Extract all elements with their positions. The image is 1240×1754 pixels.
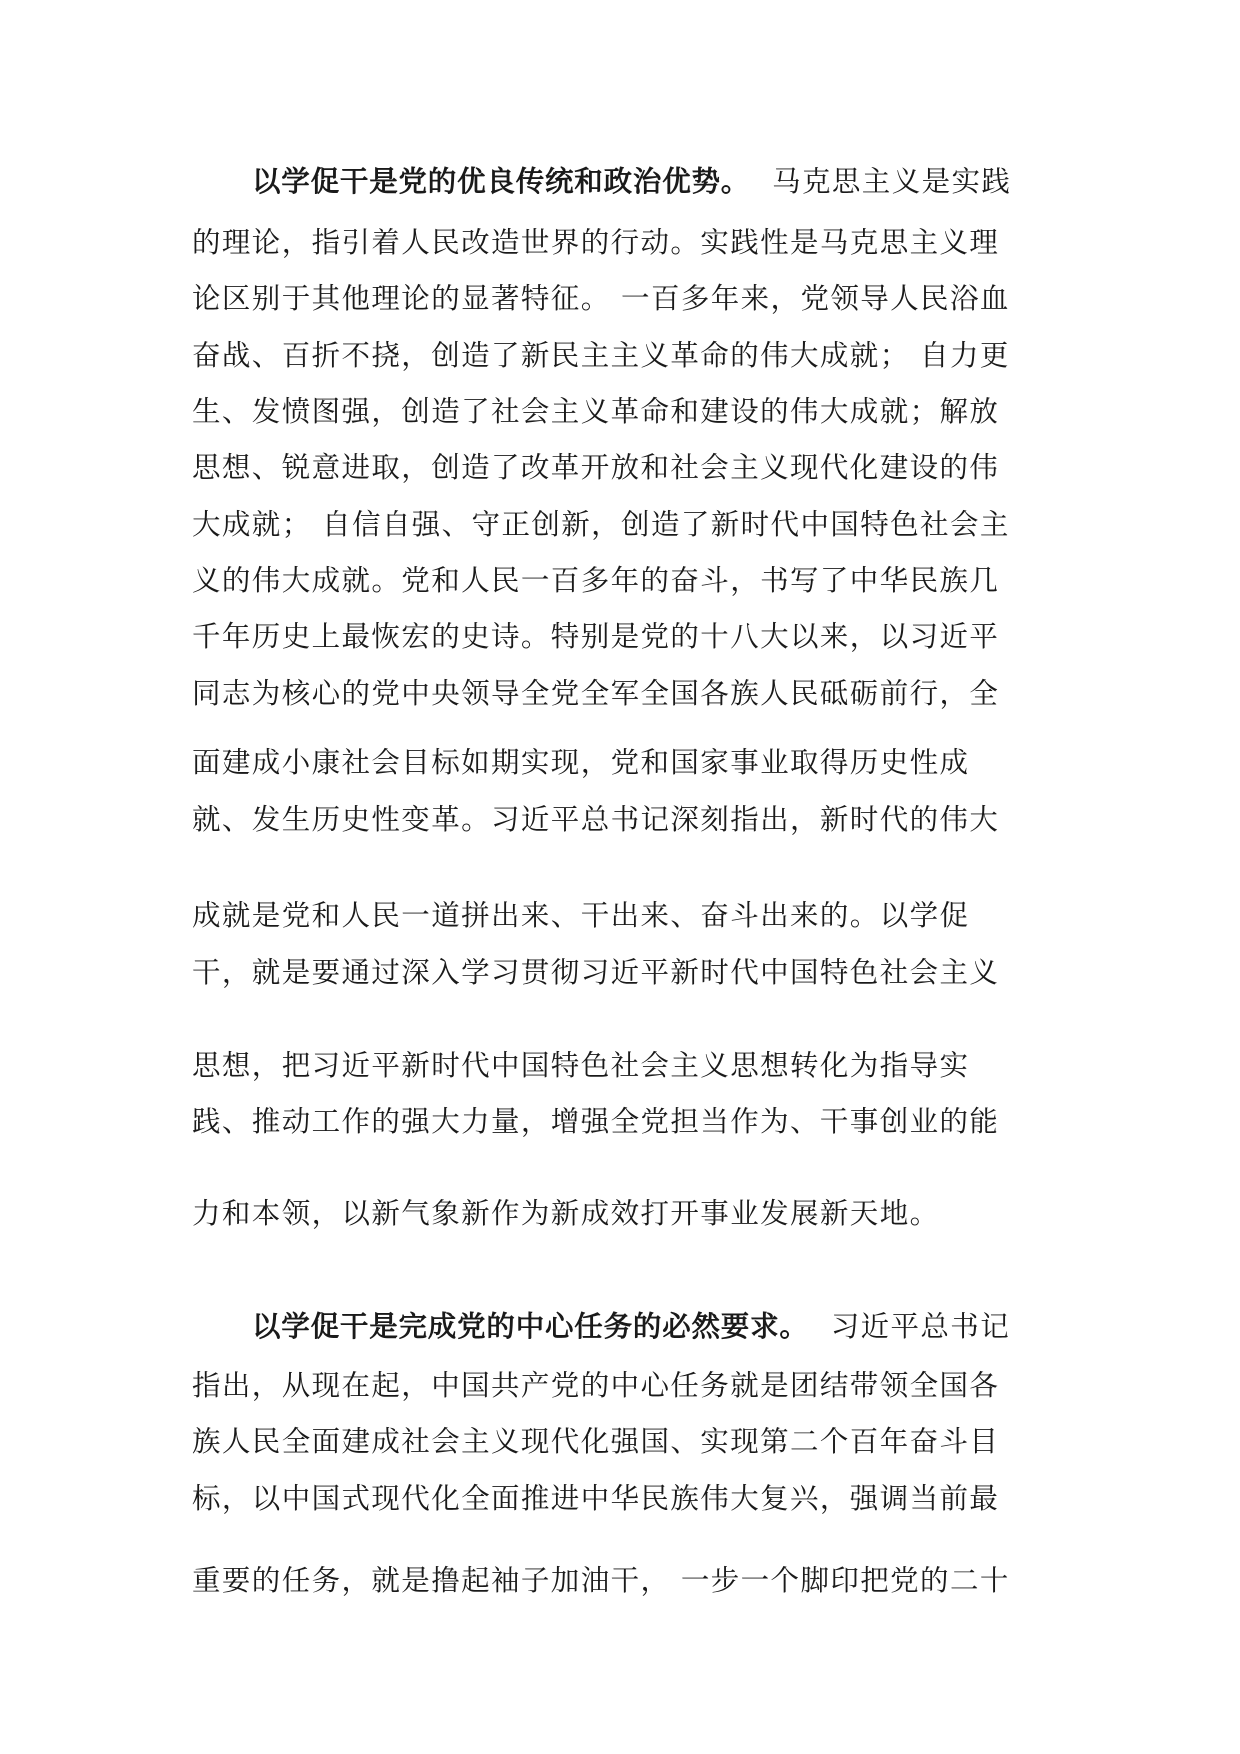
paragraph1-line-15: 思想，把习近平新时代中国特色社会主义思想转化为指导实 xyxy=(192,1049,970,1082)
paragraph1-heading: 以学促干是党的优良传统和政治优势。 xyxy=(252,165,751,198)
paragraph1-text: 马克思主义是实践 xyxy=(772,165,1012,198)
paragraph1-line-7: 大成就； 自信自强、守正创新，创造了新时代中国特色社会主 xyxy=(192,508,1010,541)
paragraph1-line-9: 千年历史上最恢宏的史诗。特别是党的十八大以来，以习近平 xyxy=(192,620,1000,653)
paragraph2-line-4: 标，以中国式现代化全面推进中华民族伟大复兴，强调当前最 xyxy=(192,1482,1000,1515)
paragraph1-line-16: 践、推动工作的强大力量，增强全党担当作为、干事创业的能 xyxy=(192,1105,1000,1138)
paragraph1-line-13: 成就是党和人民一道拼出来、干出来、奋斗出来的。以学促 xyxy=(192,899,970,932)
paragraph1-line-1 xyxy=(192,162,1042,202)
paragraph2-line-3: 族人民全面建成社会主义现代化强国、实现第二个百年奋斗目 xyxy=(192,1425,1000,1458)
paragraph1-line-8: 义的伟大成就。党和人民一百多年的奋斗，书写了中华民族几 xyxy=(192,564,1000,597)
paragraph1-line-10: 同志为核心的党中央领导全党全军全国各族人民砥砺前行，全 xyxy=(192,677,1000,710)
paragraph2-line-2: 指出，从现在起，中国共产党的中心任务就是团结带领全国各 xyxy=(192,1369,1000,1402)
paragraph2-heading: 以学促干是完成党的中心任务的必然要求。 xyxy=(252,1310,809,1343)
paragraph1-line-2: 的理论，指引着人民改造世界的行动。实践性是马克思主义理 xyxy=(192,226,1000,259)
paragraph1-line-6: 思想、锐意进取，创造了改革开放和社会主义现代化建设的伟 xyxy=(192,451,1000,484)
paragraph2-line-1 xyxy=(192,1307,1042,1347)
paragraph2-line-5: 重要的任务，就是撸起袖子加油干， 一步一个脚印把党的二十 xyxy=(192,1564,1010,1597)
paragraph1-line-3: 论区别于其他理论的显著特征。 一百多年来，党领导人民浴血 xyxy=(192,282,1010,315)
paragraph1-line-4: 奋战、百折不挠，创造了新民主主义革命的伟大成就； 自力更 xyxy=(192,339,1010,372)
paragraph1-line-17: 力和本领，以新气象新作为新成效打开事业发展新天地。 xyxy=(192,1197,940,1230)
paragraph1-line-14: 干，就是要通过深入学习贯彻习近平新时代中国特色社会主义 xyxy=(192,956,1000,989)
paragraph1-line-12: 就、发生历史性变革。习近平总书记深刻指出，新时代的伟大 xyxy=(192,803,1000,836)
paragraph1-line-11: 面建成小康社会目标如期实现，党和国家事业取得历史性成 xyxy=(192,746,970,779)
paragraph1-line-5: 生、发愤图强，创造了社会主义革命和建设的伟大成就；解放 xyxy=(192,395,1000,428)
paragraph2-text: 习近平总书记 xyxy=(830,1310,1011,1343)
